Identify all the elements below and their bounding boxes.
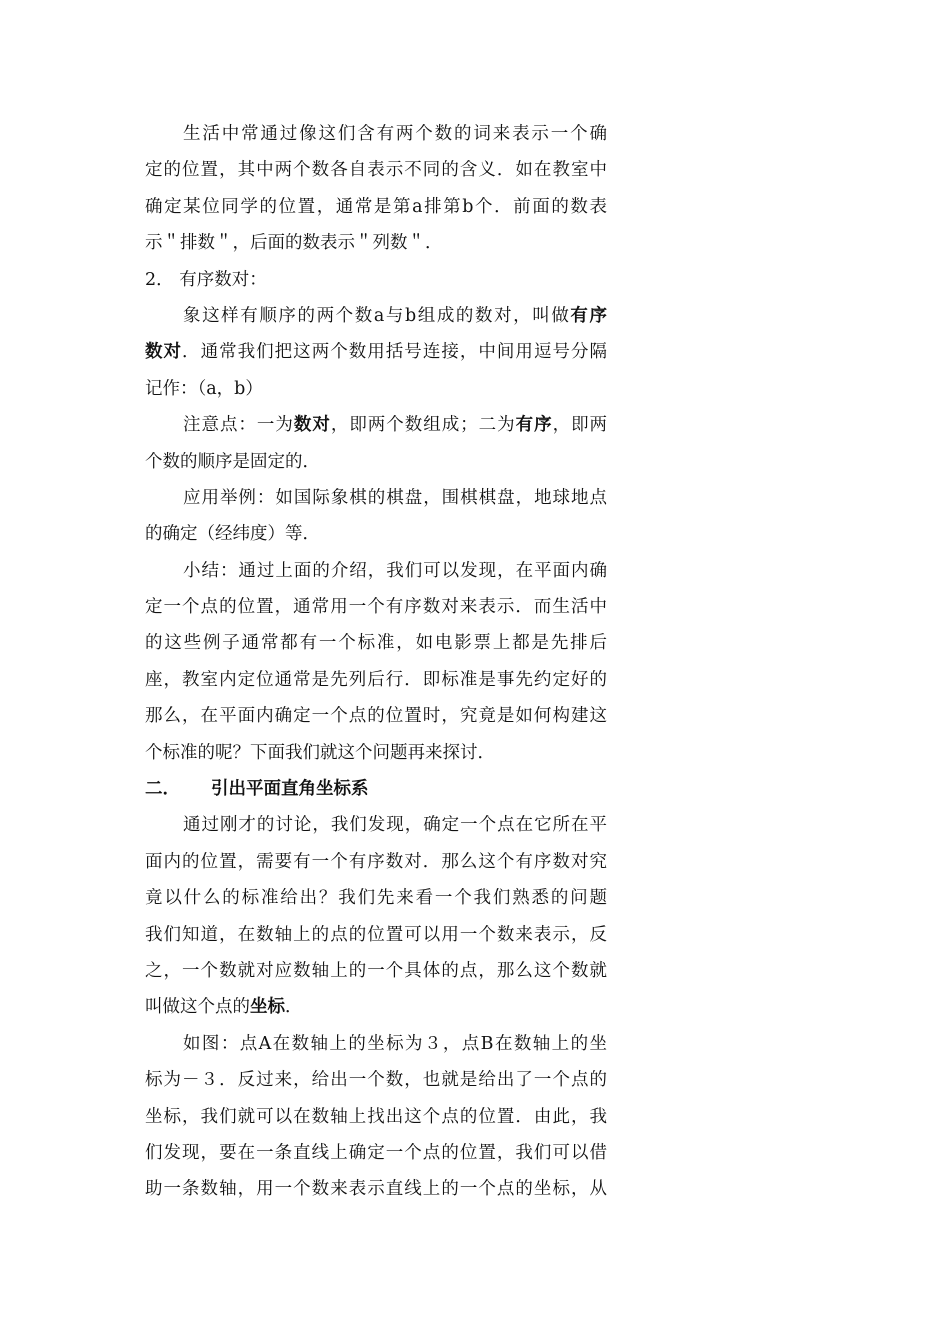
p6-line-1: 通过刚才的讨论，我们发现，确定一个点在它所在平	[183, 815, 607, 836]
p3-text: ，即两个数组成；二为	[330, 415, 516, 436]
p5-line-3: 的这些例子通常都有一个标准，如电影票上都是先排后	[145, 633, 607, 654]
p6-line-5: 之，一个数就对应数轴上的一个具体的点，那么这个数就	[145, 960, 607, 981]
term-pair-2: 数对	[293, 415, 331, 436]
p6-line-3: 竟以什么的标准给出？我们先来看一个我们熟悉的问题	[145, 888, 607, 909]
section-heading	[145, 771, 607, 807]
p7-line-5: 助一条数轴，用一个数来表示直线上的一个点的坐标，从	[145, 1179, 607, 1200]
p6-text: 叫做这个点的	[145, 997, 250, 1018]
p3-text: ，即两	[552, 415, 608, 436]
p4-line-2: 的确定（经纬度）等．	[145, 524, 320, 545]
p2-text: ．通常我们把这两个数用括号连接，中间用逗号分隔	[182, 342, 608, 363]
p5-line-4: 座，教室内定位通常是先列后行．即标准是事先约定好的	[145, 669, 607, 690]
term-pair: 数对	[145, 342, 183, 363]
section-title: 引出平面直角坐标系	[211, 779, 369, 800]
p5-line-2: 定一个点的位置，通常用一个有序数对来表示．而生活中	[145, 597, 607, 618]
term-ordered-2: 有序	[515, 415, 553, 436]
p3-text: 注意点：一为	[183, 415, 294, 436]
p2-line-2	[145, 334, 607, 370]
p5-line-5: 那么，在平面内确定一个点的位置时，究竟是如何构建这	[145, 706, 607, 727]
p1-line-1: 生活中常通过像这们含有两个数的词来表示一个确	[183, 124, 607, 144]
p7-line-2: 标为－３．反过来，给出一个数，也就是给出了一个点的	[145, 1070, 607, 1091]
p1-line-2: 定的位置，其中两个数各自表示不同的含义．如在教室中	[145, 160, 607, 181]
p5-line-1: 小结：通过上面的介绍，我们可以发现，在平面内确	[183, 560, 607, 581]
p6-line-4: 我们知道，在数轴上的点的位置可以用一个数来表示，反	[145, 924, 607, 945]
p2-line-1	[145, 298, 607, 334]
p1-line-3: 确定某位同学的位置，通常是第a排第b个．前面的数表	[145, 196, 607, 217]
p2-text: 象这样有顺序的两个数a与b组成的数对，叫做	[183, 305, 571, 326]
p7-line-1: 如图：点A在数轴上的坐标为３，点B在数轴上的坐	[183, 1033, 607, 1054]
term-coordinate: 坐标	[250, 997, 285, 1018]
p1-line-4: 示＂排数＂，后面的数表示＂列数＂．	[145, 233, 443, 254]
p4-line-1: 应用举例：如国际象棋的棋盘，围棋棋盘，地球地点	[183, 487, 607, 508]
p5-line-6: 个标准的呢？下面我们就这个问题再来探讨．	[145, 742, 495, 763]
document-body	[145, 116, 607, 1208]
item-2-heading: 2． 有序数对：	[145, 269, 267, 290]
p6-text: ．	[285, 997, 303, 1018]
p6-line-6	[145, 989, 607, 1025]
p3-line-2: 个数的顺序是固定的．	[145, 451, 320, 472]
p2-line-3: 记作：（a，b）	[145, 378, 263, 399]
p7-line-4: 们发现，要在一条直线上确定一个点的位置，我们可以借	[145, 1142, 607, 1163]
section-number: 二．	[145, 779, 180, 800]
p3-line-1	[145, 407, 607, 443]
p6-line-2: 面内的位置，需要有一个有序数对．那么这个有序数对究	[145, 851, 607, 872]
p7-line-3: 坐标，我们就可以在数轴上找出这个点的位置．由此，我	[145, 1106, 607, 1127]
term-ordered: 有序	[570, 305, 608, 326]
